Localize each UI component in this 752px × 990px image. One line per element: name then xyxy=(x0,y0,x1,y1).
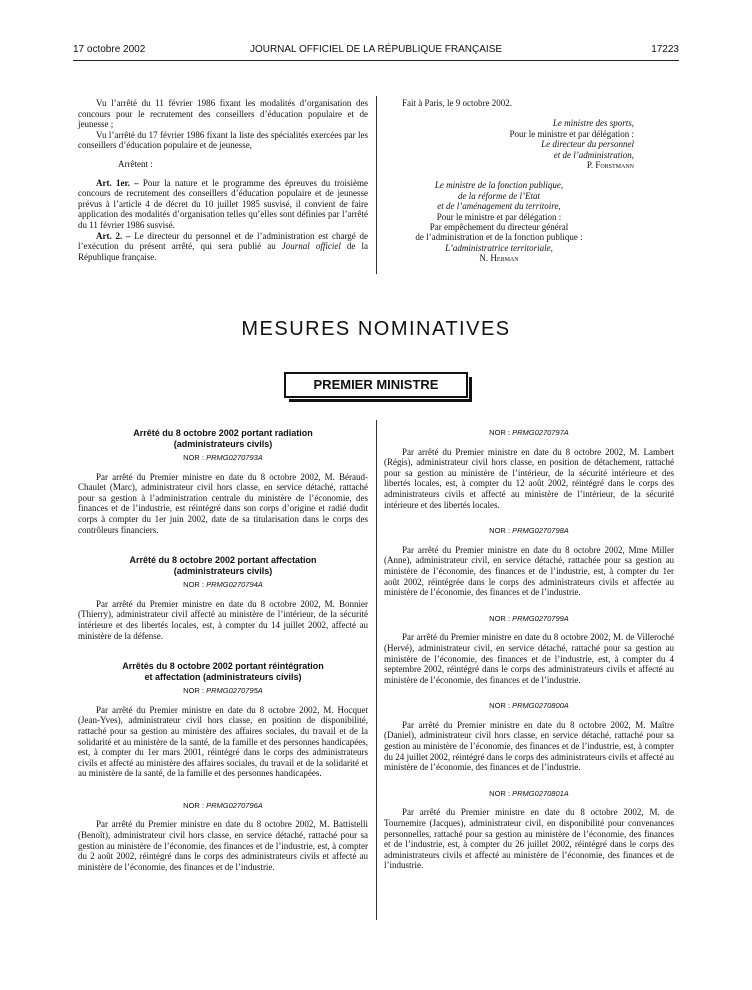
fait-a-paris: Fait à Paris, le 9 octobre 2002. xyxy=(402,98,512,108)
header-rule xyxy=(73,60,679,61)
mesures-nominatives-banner: MESURES NOMINATIVES xyxy=(241,318,511,340)
arretent: Arrêtent : xyxy=(118,158,153,169)
top-column-divider xyxy=(376,96,377,274)
bottom-left-column xyxy=(78,428,368,872)
article-2: Art. 2. – Le directeur du personnel et de l’administration est chargé de l’exécution du présent arrêté, qui sera publié au Journal officiel de la République française. xyxy=(78,230,369,262)
article-1: Art. 1er. – Pour la nature et le programme des épreuves du troisième concours de recrutement des conseillers d’éducation populaire et de jeunesse prévus à l’article 4 de décret du 10 juillet 1985 susvisé, il convient de faire application des modalités d’organisation telles qu’elles sont définies par l’arrêté du 11 février 1986 susvisé. xyxy=(78,177,369,230)
signature-fonction-publique: Le ministre de la fonction publique, de la réforme de l’Etat et de l’aménagement du territoire, Pour le ministre et par délégation : Par empêchement du directeur général de l’administration et de la fonction publique : L’administratrice territoriale, N. Herman xyxy=(415,180,583,264)
decree-797: NOR : PRMG0270797A Par arrêté du Premier ministre en date du 8 octobre 2002, M. Lambert (Régis), administrateur civil hors classe, en position de détachement, rattaché pour sa gestion au ministère de l’intérieur, de la sécurité intérieure et des libertés locales, est, à compter du 12 août 2002, réintégré dans le corps des administrateurs civils et affecté au ministère de l’intérieur, de la sécurité intérieure et des libertés locales. xyxy=(384,428,674,510)
decree-796: NOR : PRMG0270796A Par arrêté du Premier ministre en date du 8 octobre 2002, M. Battistelli (Benoît), administrateur civil hors classe, en service détaché, rattaché pour sa gestion au ministère de l’économie, des finances et de l’industrie, est, à compter du 2 août 2002, réintégré dans le corps des administrateurs civils et affecté au ministère de l’économie, des finances et de l’industrie. xyxy=(78,800,368,872)
header-date: 17 octobre 2002 xyxy=(73,44,146,55)
decree-795: Arrêtés du 8 octobre 2002 portant réintégration et affectation (administrateurs civils) NOR : PRMG0270795A Par arrêté du Premier ministre en date du 8 octobre 2002, M. Hocquet (Jean-Yves), administrateur civil hors classe, en position de disponibilité, rattaché pour sa gestion au ministère des affaires sociales, du travail et de la solidarité et au ministère de la santé, de la famille et des personnes handicapées, est, à compter du 1er mars 2001, réintégré dans le corps des administrateurs civils et affecté au ministère des affaires sociales, du travail et de la solidarité et au ministère de la santé, de la famille et des personnes handicapées. xyxy=(78,661,368,779)
bottom-column-divider xyxy=(376,420,377,920)
decree-794: Arrêté du 8 octobre 2002 portant affectation (administrateurs civils) NOR : PRMG0270794A Par arrêté du Premier ministre en date du 8 octobre 2002, M. Bonnier (Thierry), administrateur civil affecté au ministère de l’intérieur, de la sécurité intérieure et des libertés locales, est, à compter du 14 juillet 2002, affecté au ministère de la défense. xyxy=(78,555,368,641)
visa-1: Vu l’arrêté du 11 février 1986 fixant les modalités d’organisation des concours pour le recrutement des conseillers d’éducation populaire et de jeunesse ; xyxy=(78,98,368,130)
decree-800: NOR : PRMG0270800A Par arrêté du Premier ministre en date du 8 octobre 2002, M. Maître (Daniel), administrateur civil hors classe, en service détaché, rattaché pour sa gestion au ministère de l’économie, des finances et de l’industrie, est, à compter du 24 juillet 2002, réintégré dans le corps des administrateurs civils et affecté au ministère de l’économie, des finances et de l’industrie. xyxy=(384,701,674,773)
top-right-column xyxy=(384,98,674,264)
header-journal-title: JOURNAL OFFICIEL DE LA RÉPUBLIQUE FRANÇAISE xyxy=(249,44,503,55)
header-page-number: 17223 xyxy=(651,44,679,55)
decree-798: NOR : PRMG0270798A Par arrêté du Premier ministre en date du 8 octobre 2002, Mme Miller (Anne), administrateur civil, en service détaché, rattachée pour sa gestion au ministère de l’économie, des finances et de l’industrie, est, à compter du 1er août 2002, réintégrée dans le corps des administrateurs civils et affectée au ministère de l’économie, des finances et de l’industrie. xyxy=(384,526,674,598)
decree-801: NOR : PRMG0270801A Par arrêté du Premier ministre en date du 8 octobre 2002, M. de Tournemire (Jacques), administrateur civil, en disponibilité pour convenances personnelles, rattaché pour sa gestion au ministère de l’économie, des finances et de l’industrie, est, à compter du 26 juillet 2002, réintégré dans le corps des administrateurs civils et affecté au ministère de l’économie, des finances et de l’industrie. xyxy=(384,788,674,871)
decree-799: NOR : PRMG0270799A Par arrêté du Premier ministre en date du 8 octobre 2002, M. de Villeroché (Hervé), administrateur civil, en service détaché, rattaché pour sa gestion au ministère de l’économie, des finances et de l’industrie, est, à compter du 4 septembre 2002, réintégré dans le corps des administrateurs civils et affecté au ministère de l’économie, des finances et de l’industrie. xyxy=(384,613,674,685)
section-premier-ministre: PREMIER MINISTRE xyxy=(284,372,468,398)
page-header xyxy=(73,44,679,60)
bottom-right-column xyxy=(384,428,674,871)
visa-2: Vu l’arrêté du 17 février 1986 fixant la liste des spécialités exercées par les conseillers d’éducation populaire et de jeunesse, xyxy=(78,129,368,151)
top-left-column xyxy=(78,98,368,262)
decree-793: Arrêté du 8 octobre 2002 portant radiation (administrateurs civils) NOR : PRMG0270793A Par arrêté du Premier ministre en date du 8 octobre 2002, M. Béraud-Chaulet (Marc), administrateur civil hors classe, en service détaché, rattaché pour sa gestion à l’administration centrale du ministère de l’économie, des finances et de l’industrie, est réintégré dans son corps d’origine et radié dudit corps à compter du 1er juin 2002, date de sa titularisation dans le corps des contrôleurs financiers. xyxy=(78,428,368,535)
signature-sports: Le ministre des sports, Pour le ministre et par délégation : Le directeur du personnel et de l’administration, P. Forstmann xyxy=(509,118,634,171)
